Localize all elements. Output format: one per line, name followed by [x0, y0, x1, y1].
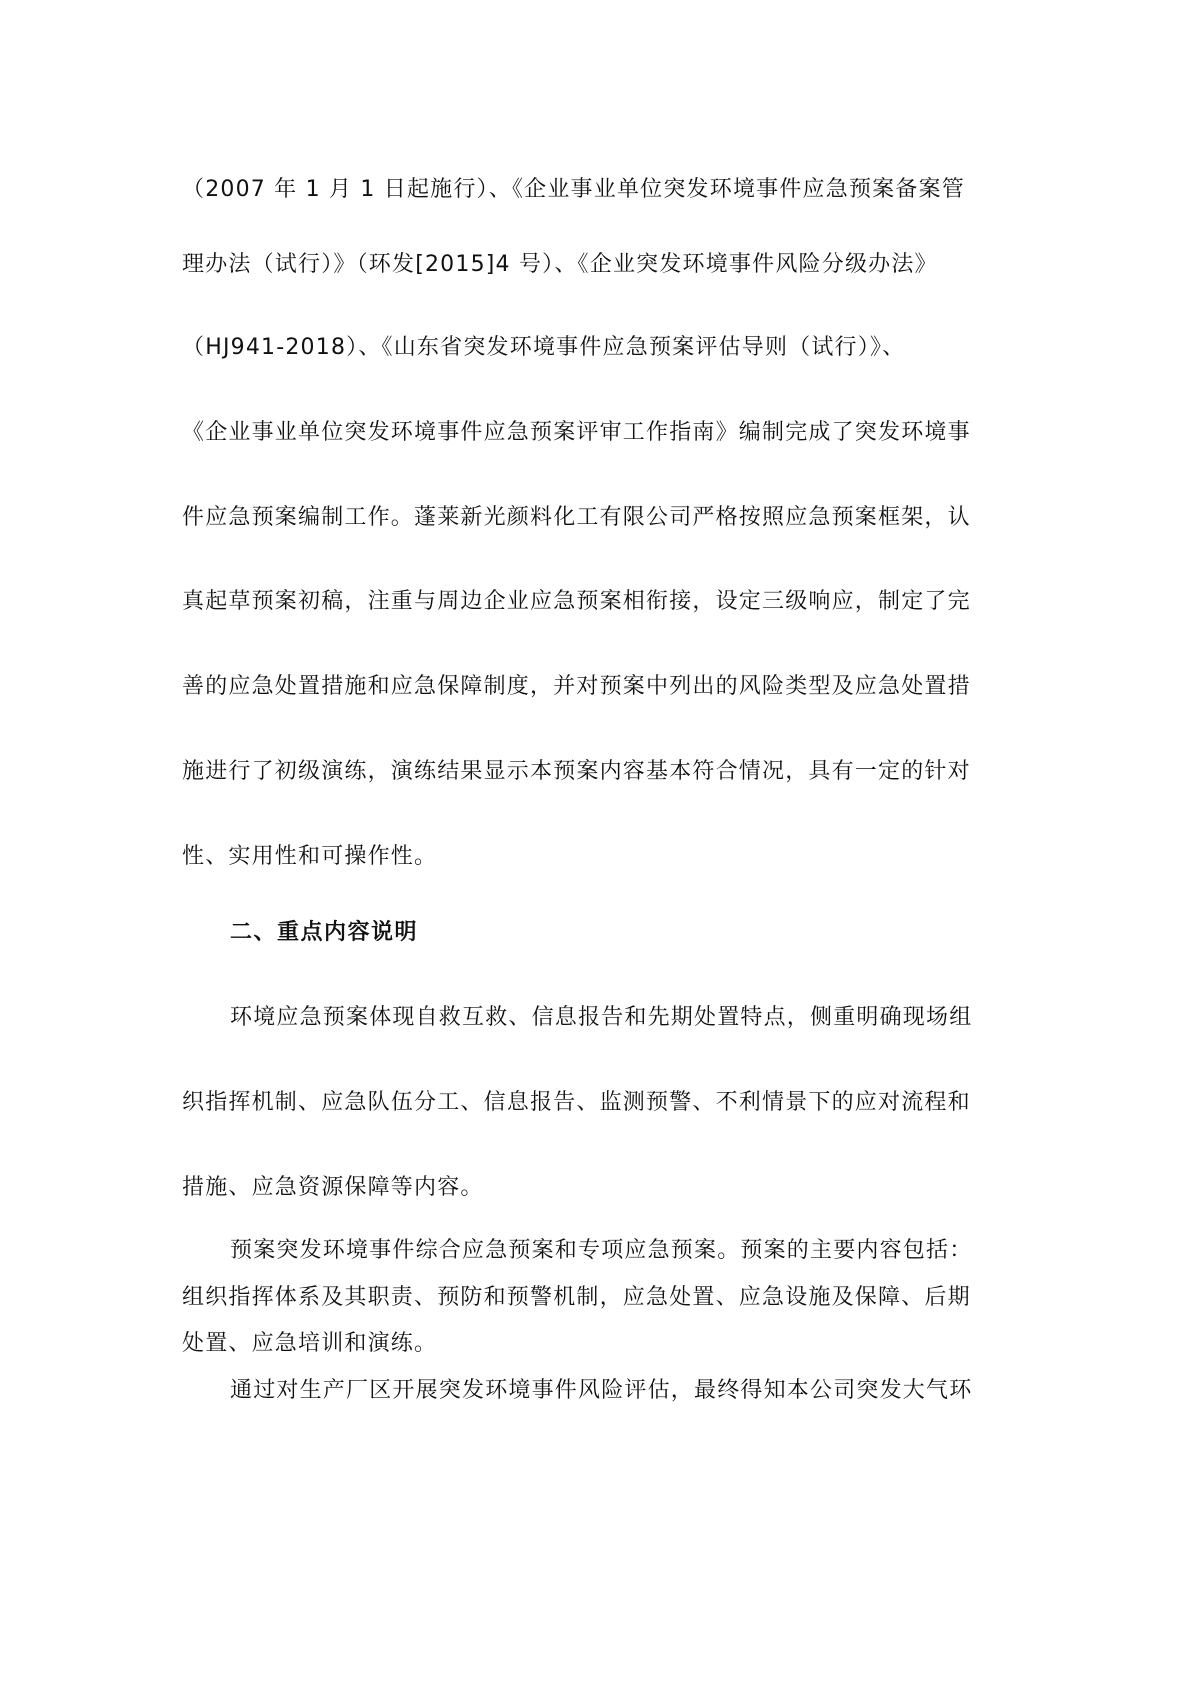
body-text-line: 真起草预案初稿，注重与周边企业应急预案相衔接，设定三级响应，制定了完: [182, 589, 971, 614]
body-text-line: 预案突发环境事件综合应急预案和专项应急预案。预案的主要内容包括：: [230, 1238, 973, 1263]
body-text-line: 施进行了初级演练，演练结果显示本预案内容基本符合情况，具有一定的针对: [182, 759, 971, 784]
body-text-line: 织指挥机制、应急队伍分工、信息报告、监测预警、不利情景下的应对流程和: [182, 1090, 971, 1115]
body-text-line: 件应急预案编制工作。蓬莱新光颜料化工有限公司严格按照应急预案框架，认: [182, 505, 971, 530]
body-text-line: （HJ941-2018）、《山东省突发环境事件应急预案评估导则（试行）》、: [182, 335, 906, 360]
body-text-line: 通过对生产厂区开展突发环境事件风险评估，最终得知本公司突发大气环: [230, 1378, 973, 1403]
body-text-line: 《企业事业单位突发环境事件应急预案评审工作指南》编制完成了突发环境事: [182, 420, 971, 445]
body-text-line: 性、实用性和可操作性。: [182, 844, 438, 869]
body-text-line: 善的应急处置措施和应急保障制度，并对预案中列出的风险类型及应急处置措: [182, 674, 971, 699]
body-text-line: 措施、应急资源保障等内容。: [182, 1175, 484, 1200]
body-text-line: 理办法（试行）》（环发[2015]4 号）、《企业突发环境事件风险分级办法》: [182, 252, 938, 277]
section-heading: 二、重点内容说明: [230, 920, 419, 945]
body-text-line: （2007 年 1 月 1 日起施行）、《企业事业单位突发环境事件应急预案备案管: [182, 177, 965, 202]
body-text-line: 组织指挥体系及其职责、预防和预警机制，应急处置、应急设施及保障、后期: [182, 1285, 971, 1310]
body-text-line: 处置、应急培训和演练。: [182, 1331, 438, 1356]
body-text-line: 环境应急预案体现自救互救、信息报告和先期处置特点，侧重明确现场组: [230, 1005, 973, 1030]
